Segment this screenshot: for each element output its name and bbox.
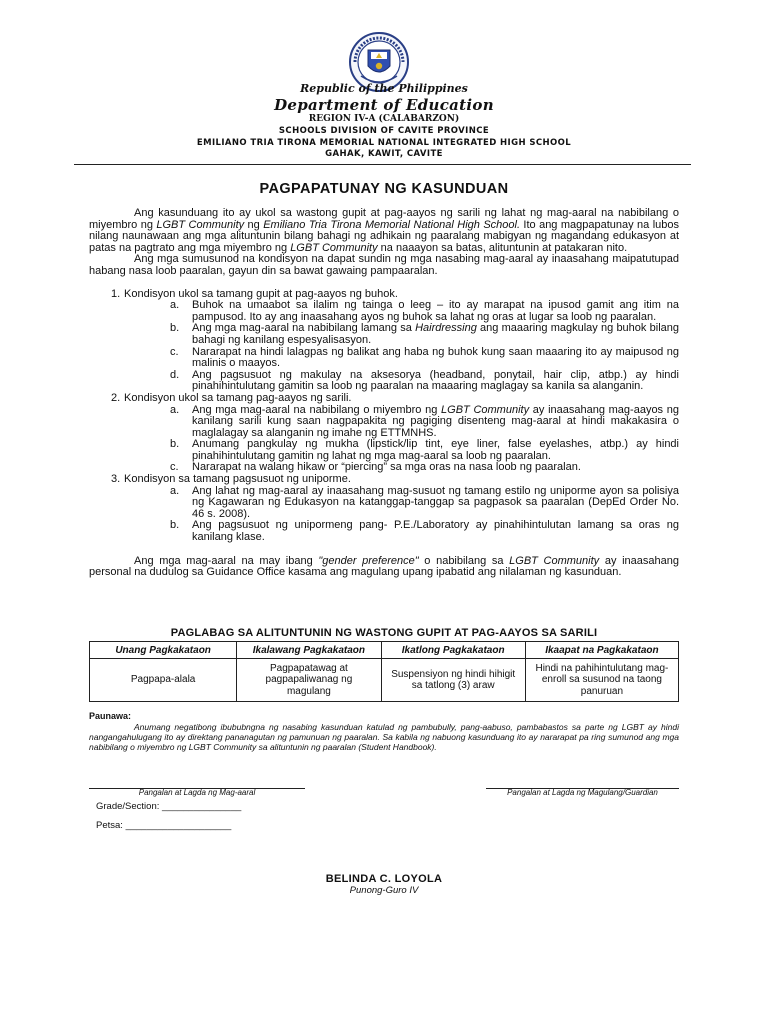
header-region: REGION IV-A (CALABARZON) — [308, 114, 460, 124]
principal-name: BELINDA C. LOYOLA — [325, 873, 443, 885]
paunawa-label: Paunawa: — [89, 711, 132, 721]
header-division: SCHOOLS DIVISION OF CAVITE PROVINCE — [278, 126, 490, 136]
condition-2b: b. Anumang pangkulay ng mukha (lipstick/lip tint, eye liner, false eyelashes, atbp.) ay hindi pinahihintulutang gamitin ng lahat ng mga mag-aaral sa loob ng paaralan. — [170, 438, 679, 462]
table-cell: Suspensiyon ng hindi hihigit sa tatlong (3) araw — [381, 659, 525, 702]
date-field: Petsa: ____________________ — [96, 820, 232, 831]
table-header: Ikatlong Pagkakataon — [381, 642, 525, 659]
table-cell: Pagpapa-alala — [90, 659, 237, 702]
table-cell: Pagpapatawag at pagpapaliwanag ng magulang — [237, 659, 381, 702]
parent-signature-caption: Pangalan at Lagda ng Magulang/Guardian — [507, 788, 658, 797]
condition-1d: d. Ang pagsusuot ng makulay na aksesorya (headband, ponytail, hair clip, atbp.) ay hindi pinahihintulutang gamitin sa loob ng paaralan na maaaring maglagay sa kanila sa alanganin. — [170, 368, 679, 393]
condition-1: 1. Kondisyon ukol sa tamang gupit at pag-aayos ng buhok. a. Buhok na umaabot sa ilalim ng tainga o leeg – ito ay marapat na ipusod gamit ang itim na pampusod. Ito ay ang inaasahang ayos ng buhok sa lahat ng oras at lugar sa loob ng paaralan. b. Ang mga mag-aaral na nabibilang lamang sa Hairdressing ang maaaring magkulay ng buhok bilang bahagi ng kanilang espesyalisasyon. c. Nararapat na hindi lalagpas ng balikat ang haba ng buhok kung saan maaaring ito ay maipusod ng malinis o maayos. d. Ang pagsusuot ng makulay na aksesorya (headband, ponytail, hair clip, atbp.) ay hindi pinahihintulutang gamitin sa loob ng paaralan na maaaring maglagay sa kanila sa alanganin. — [111, 287, 679, 393]
offenses-table-title: PAGLABAG SA ALITUNTUNIN NG WASTONG GUPIT AT PAG-AAYOS SA SARILI — [170, 627, 598, 639]
intro-paragraph-1: Ang kasunduang ito ay ukol sa wastong gupit at pag-aayos ng sarili ng lahat ng mag-aaral na nabibilang o miyembro ng LGBT Community ng Emiliano Tria Tirona Memorial National High School. Ito ang magpapatunay na lubos nilang naunawaan ang mga alituntunin bilang bahagi ng adhikain ng paaralang mabigyan ng magandang edukasyon at patas na pagtrato ang mga miyembro ng LGBT Community na naaayon sa batas, alituntunin at patakaran nito. — [89, 207, 679, 254]
principal-position: Punong-Guro IV — [349, 885, 419, 896]
gender-preference-note: Ang mga mag-aaral na may ibang "gender preference" o nabibilang sa LGBT Community ay inaasahang personal na dudulog sa Guidance Office kasama ang magulang upang ipabatid ang nilalaman ng kasunduan. — [89, 554, 679, 579]
header-divider — [74, 164, 691, 165]
condition-1a: a. Buhok na umaabot sa ilalim ng tainga o leeg – ito ay marapat na ipusod gamit ang itim na pampusod. Ito ay ang inaasahang ayos ng buhok sa lahat ng oras at lugar sa loob ng paaralan. — [170, 299, 679, 323]
table-cell: Hindi na pahihintulutang mag-enroll sa susunod na taong panuruan — [525, 659, 678, 702]
condition-3b: b. Ang pagsusuot ng unipormeng pang- P.E./Laboratory ay pinahihintulutan lamang sa oras ng kanilang klase. — [170, 519, 679, 544]
condition-3a: a. Ang lahat ng mag-aaral ay inaasahang mag-susuot ng tamang estilo ng uniporme ayon sa polisiya ng Kagawaran ng Edukasyon na katanggap-tanggap sa pagpasok sa paaralan (DepEd Order No. 46 s. 2008). — [170, 484, 679, 520]
header-department: Department of Education — [274, 96, 494, 114]
header-school: EMILIANO TRIA TIRONA MEMORIAL NATIONAL INTEGRATED HIGH SCHOOL — [196, 138, 572, 148]
header-country: Republic of the Philippines — [300, 82, 468, 95]
condition-1b: b. Ang mga mag-aaral na nabibilang lamang sa Hairdressing ang maaaring magkulay ng buhok bilang bahagi ng kanilang espesyalisasyon. — [170, 322, 679, 346]
student-signature-caption: Pangalan at Lagda ng Mag-aaral — [138, 788, 256, 797]
condition-1c: c. Nararapat na hindi lalagpas ng balikat ang haba ng buhok kung saan maaaring ito ay maipusod ng malinis o maayos. — [170, 345, 679, 370]
condition-2: 2. Kondisyon ukol sa tamang pag-aayos ng sarili. a. Ang mga mag-aaral na nabibilang o miyembro ng LGBT Community ay inaasahang mag-aayos ng kanilang sarili kung saan nagpapakita ng pagiging disenteng mag-aaral at hindi makakasira o maglalagay sa alanganin ng imahe ng ETTMNHS. b. Anumang pangkulay ng mukha (lipstick/lip tint, eye liner, false eyelashes, atbp.) ay hindi pinahihintulutang gamitin ng lahat ng mga mag-aaral sa loob ng paaralan. c. Nararapat na walang hikaw or “piercing” sa mga oras na nasa loob ng paaralan. — [111, 391, 679, 474]
offenses-table — [89, 641, 679, 702]
table-row — [90, 659, 679, 702]
table-header: Ikaapat na Pagkakataon — [525, 642, 678, 659]
condition-3: 3. Kondisyon sa tamang pagsusuot ng uniporme. a. Ang lahat ng mag-aaral ay inaasahang mag-susuot ng tamang estilo ng uniporme ayon sa polisiya ng Kagawaran ng Edukasyon na katanggap-tanggap sa pagpasok sa paaralan (DepEd Order No. 46 s. 2008). b. Ang pagsusuot ng unipormeng pang- P.E./Laboratory ay pinahihintulutan lamang sa oras ng kanilang klase. — [111, 473, 679, 544]
table-header-row — [90, 642, 679, 659]
conditions-list — [89, 289, 679, 544]
header-address: GAHAK, KAWIT, CAVITE — [325, 149, 443, 159]
grade-section-field: Grade/Section: _______________ — [96, 801, 242, 812]
table-header: Ikalawang Pagkakataon — [237, 642, 381, 659]
document-title: PAGPAPATUNAY NG KASUNDUAN — [259, 181, 509, 197]
condition-2a: a. Ang mga mag-aaral na nabibilang o miyembro ng LGBT Community ay inaasahang mag-aayos ng kanilang sarili kung saan nagpapakita ng pagiging disenteng mag-aaral at hindi makakasira o maglalagay sa alanganin ng imahe ng ETTMNHS. — [170, 403, 679, 439]
intro-paragraph-2: Ang mga sumusunod na kondisyon na dapat sundin ng mga nasabing mag-aaral ay inaasahang maipatutupad habang nasa loob paaralan, gayun din sa bawat gawaing pampaaralan. — [89, 253, 679, 277]
paunawa-text: Anumang negatibong ibububngna ng nasabing kasunduan katulad ng pambubully, pang-aabuso, pambabastos sa parte ng LGBT ay hindi nangangahulugang ito ay direktang pananagutan ng pamunuan ng paaralan. Sa kabila ng nabuong kasunduang ito ay nararapat pa ring sumunod ang mga nabibilang o miyembro ng LGBT Community sa alituntunin ng paaralan (Student Handbook). — [89, 722, 679, 752]
document-body — [89, 208, 679, 579]
condition-2c: c. Nararapat na walang hikaw or “piercing” sa mga oras na nasa loob ng paaralan. — [170, 461, 581, 474]
table-header: Unang Pagkakataon — [90, 642, 237, 659]
